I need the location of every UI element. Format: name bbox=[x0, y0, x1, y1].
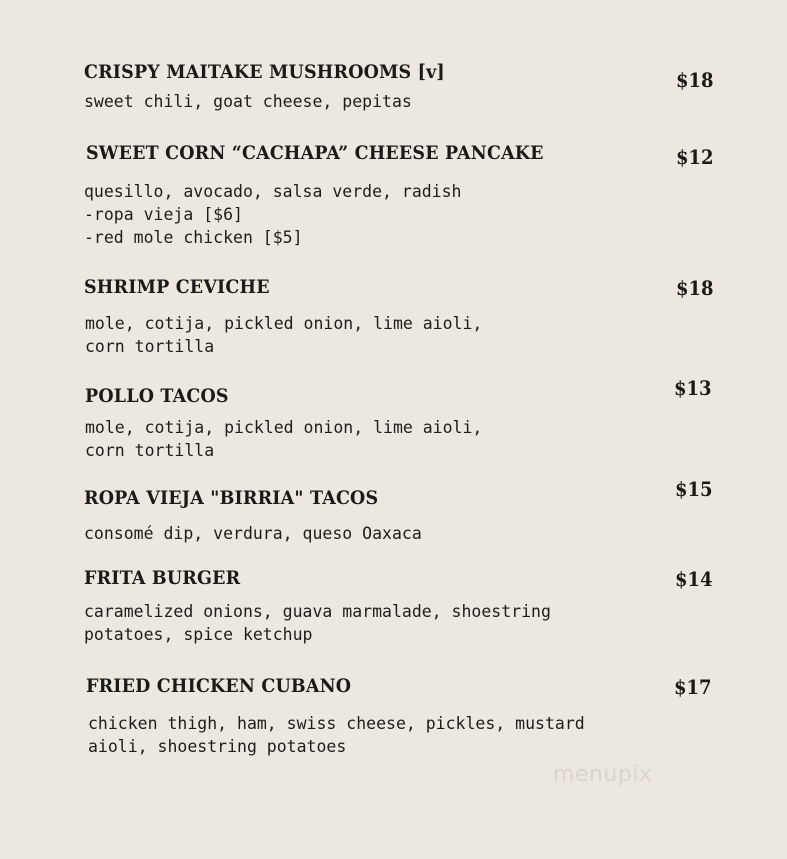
menu-item-description bbox=[85, 312, 482, 358]
menu-item-name: FRITA BURGER bbox=[84, 567, 241, 589]
description-line: sweet chili, goat cheese, pepitas bbox=[84, 92, 412, 111]
description-line: mole, cotija, pickled onion, lime aioli, bbox=[85, 314, 483, 333]
menu-item-name: CRISPY MAITAKE MUSHROOMS [v] bbox=[84, 61, 445, 83]
watermark: menupix bbox=[553, 762, 653, 787]
description-line: mole, cotija, pickled onion, lime aioli, bbox=[85, 418, 483, 437]
description-line: quesillo, avocado, salsa verde, radish bbox=[84, 182, 462, 201]
menu-item-price: $18 bbox=[676, 276, 714, 300]
menu-item-name: SHRIMP CEVICHE bbox=[84, 276, 270, 298]
description-line: -ropa vieja [$6] bbox=[84, 205, 243, 224]
menu-item-price: $14 bbox=[675, 567, 713, 591]
menu-item-name: ROPA VIEJA "BIRRIA" TACOS bbox=[84, 487, 379, 509]
menu-item-price: $17 bbox=[674, 675, 712, 699]
description-line: corn tortilla bbox=[85, 441, 215, 460]
menu-item-description bbox=[88, 712, 585, 758]
description-line: chicken thigh, ham, swiss cheese, pickles, mustard bbox=[88, 714, 585, 733]
menu-item-name: SWEET CORN “CACHAPA” CHEESE PANCAKE bbox=[86, 142, 544, 164]
menu-item-name: POLLO TACOS bbox=[85, 385, 229, 407]
description-line: consomé dip, verdura, queso Oaxaca bbox=[84, 524, 422, 543]
menu-item-description bbox=[85, 416, 482, 462]
menu-item-name: FRIED CHICKEN CUBANO bbox=[86, 675, 352, 697]
menu-item-price: $12 bbox=[676, 145, 714, 169]
description-line: -red mole chicken [$5] bbox=[84, 228, 303, 247]
description-line: corn tortilla bbox=[85, 337, 215, 356]
menu-item-price: $13 bbox=[674, 376, 712, 400]
menu-item-description bbox=[84, 180, 462, 249]
menu-item-description bbox=[84, 600, 551, 646]
description-line: aioli, shoestring potatoes bbox=[88, 737, 347, 756]
description-line: caramelized onions, guava marmalade, shoestring bbox=[84, 602, 551, 621]
menu-item-price: $15 bbox=[675, 477, 713, 501]
description-line: potatoes, spice ketchup bbox=[84, 625, 313, 644]
menu-item-description bbox=[84, 90, 412, 113]
menu-item-description bbox=[84, 522, 422, 545]
menu-item-price: $18 bbox=[676, 68, 714, 92]
